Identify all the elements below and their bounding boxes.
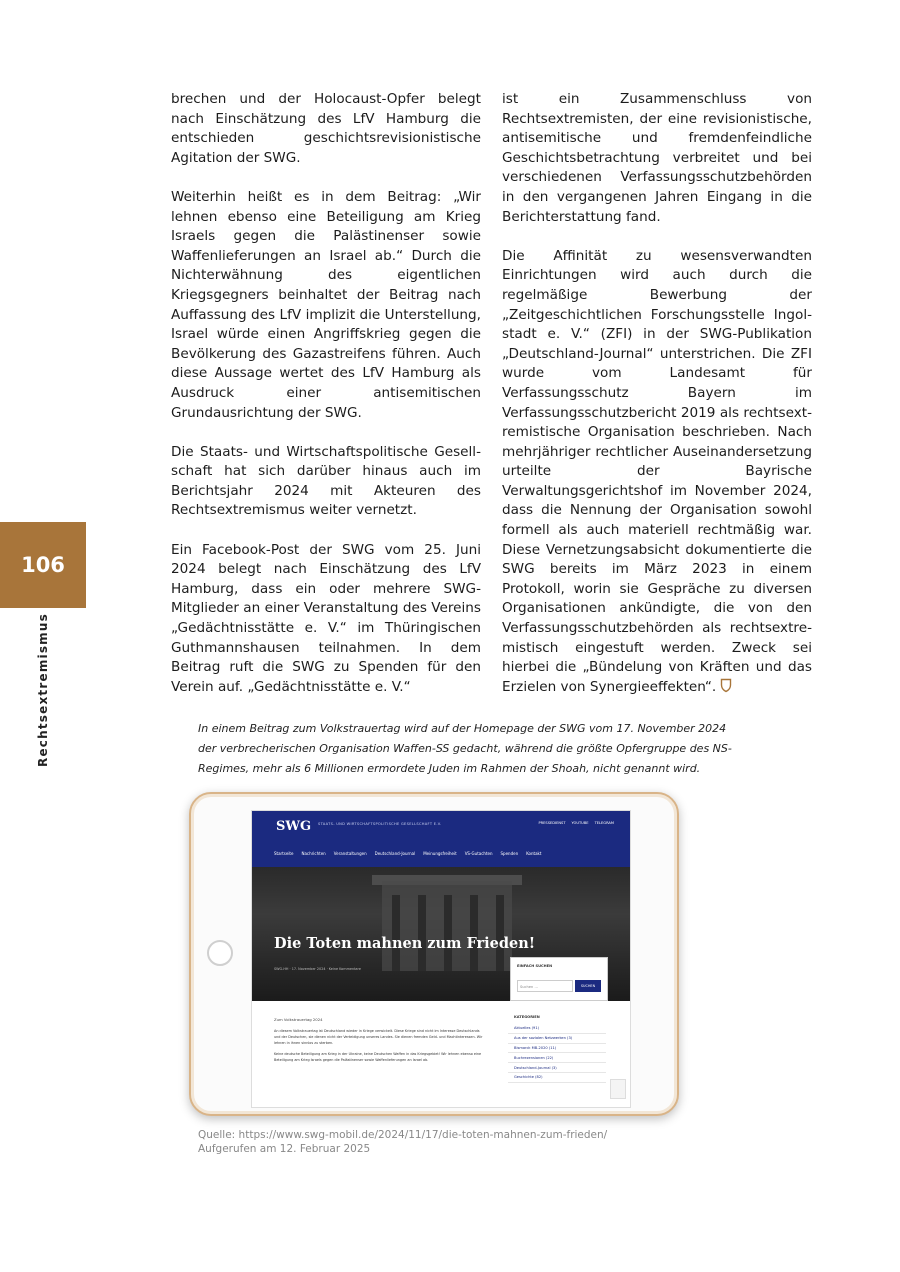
search-widget [510, 957, 608, 1001]
top-links [539, 821, 615, 825]
text-column-right [502, 90, 812, 717]
category-item: Buchrezensionen (22) [508, 1053, 606, 1063]
paragraph: Weiterhin heißt es in dem Beitrag: „Wir lehnen ebenso eine Beteiligung am Krieg Israels gegen die Palästinenser sowie Waffenlieferungen an Israel ab.“ Durch die Nichterwähnung des eigentlichen Kriegsgegners beinhaltet der Beitrag nach Auffassung des LfV implizit die Unterstellung, Israel würde einen Angriffskrieg gegen die Bevölkerung des Gazastreifens führen. Auch diese Aussage wertet des LfV Hamburg als Ausdruck einer antisemitischen Grundausrichtung der SWG. [171, 188, 481, 421]
search-button: SUCHEN [575, 980, 601, 992]
page-number: 106 [21, 553, 65, 577]
site-nav [274, 851, 541, 856]
paragraph: ist ein Zusammenschluss von Rechtsextremisten, der eine revisionistische, antisemitische und fremdenfeindliche Geschichtsbetrachtung verbreitet und bei verschiedenen Verfassungsschutzbehörden in den vergangenen Jahren Eingang in die Berichterstattung fand. [502, 91, 812, 225]
recaptcha-icon [610, 1079, 626, 1099]
categories-title: KATEGORIEN [514, 1015, 540, 1019]
category-item: Aus der sozialen Netzwerken (3) [508, 1034, 606, 1044]
paragraph [502, 247, 812, 698]
top-link: TELEGRAM [594, 821, 614, 825]
nav-item: Meinungsfreiheit [423, 851, 457, 856]
nav-item: Spenden [500, 851, 519, 856]
figure-source [198, 1128, 718, 1156]
category-item: Aktuelles (91) [508, 1024, 606, 1034]
site-header [252, 811, 630, 867]
source-url: Quelle: https://www.swg-mobil.de/2024/11/17/die-toten-mahnen-zum-frieden/ [198, 1129, 608, 1141]
paragraph-text: Die Affinität zu wesensverwandten Einrichtungen wird auch durch die regelmäßige Bewerbung der „Zeitgeschichtlichen Forschungsstelle Ingolstadt e. V.“ (ZFI) in der SWG-Publikation „Deutschland-Journal“ unterstrichen. Die ZFI wurde vom Landesamt für Verfassungsschutz Bayern im Verfassungsschutzbericht 2019 als rechtsextremistische Organisation beschrieben. Nach mehrjähriger rechtlicher Auseinandersetzung urteilte der Bayrische Verwaltungsgerichtshof im November 2024, dass die Nennung der Organisation sowohl formell als auch materiell rechtmäßig war. Diese Vernetzungsabsicht dokumentierte die SWG bereits im März 2023 in einem Protokoll, worin sie Gespräche zu diversen Organisationen ankündigte, die von den Verfassungsschutzbehörden als rechtsextremistisch eingestuft werden. Zweck sei hierbei die „Bündelung von Kräften und das Erzielen von Synergieeffekten“. [502, 247, 812, 695]
nav-item: Veranstaltungen [333, 851, 367, 856]
gate-column [496, 895, 504, 971]
nav-item: Deutschland-Journal [374, 851, 416, 856]
gate-column [470, 895, 478, 971]
gate-column [392, 895, 400, 971]
website-screenshot [251, 810, 631, 1108]
paragraph: Die Staats- und Wirtschaftspolitische Gesellschaft hat sich darüber hinaus auch im Berichtsjahr 2024 mit Akteuren des Rechtsextremismus weiter vernetzt. [171, 443, 481, 519]
article-paragraph: Keine deutsche Beteiligung am Krieg in der Ukraine, keine Deutschen Waffen in das Kriegsgebiet! Wir lehnen ebenso eine Beteiligung am Krieg Israels gegen die Palästinenser sowie Waffenlieferungen an Israel ab. [274, 1052, 482, 1062]
gate-column [444, 895, 452, 971]
source-date: Aufgerufen am 12. Februar 2025 [198, 1143, 371, 1155]
category-item: Deutschland-Journal (3) [508, 1063, 606, 1073]
home-button-icon [207, 940, 233, 966]
nav-item: VS-Gutachten [464, 851, 493, 856]
text-column-left [171, 90, 481, 717]
page-number-tab [0, 522, 86, 608]
nav-item: Nachrichten [301, 851, 326, 856]
tablet-screenshot [189, 792, 679, 1116]
article-excerpt [274, 1017, 484, 1068]
hero-title: Die Toten mahnen zum Frieden! [274, 935, 536, 952]
article-paragraph: An diesem Volkstrauertag ist Deutschland wieder in Kriege verwickelt. Diese Kriege sind nicht im Interesse Deutschlands und der Deutschen, sie dienen nicht der Verteidigung unseres Landes. Sie dienen fremden Geld- und Machtinteressen. Wir lehnen in ihnen sinnlos zu sterben. [274, 1029, 483, 1045]
category-item: Geschichte (82) [508, 1073, 606, 1083]
search-input: Suchen ... [517, 980, 573, 992]
paragraph: brechen und der Holocaust-Opfer belegt nach Einschätzung des LfV Hamburg die entschieden geschichtsrevisionistische Agitation der SWG. [171, 91, 481, 166]
nav-item: Startseite [274, 851, 294, 856]
figure-caption: In einem Beitrag zum Volkstrauertag wird auf der Homepage der SWG vom 17. November 2024 der verbrecherischen Organisation Waffen-SS gedacht, während die größte Opfergruppe des NS-Regimes, mehr als 6 Millionen ermordete Juden im Rahmen der Shoah, nicht genannt wird. [198, 722, 732, 775]
paragraph: Ein Facebook-Post der SWG vom 25. Juni 2024 belegt nach Einschätzung des LfV Hamburg, dass ein oder mehrere SWG-Mitglieder an einer Veranstaltung des Vereins „Gedächtnisstätte e. V.“ im Thüringischen Guthmannshausen teilnahmen. In dem Beitrag ruft die SWG zu Spenden für den Verein auf. „Gedächtnisstätte e. V.“ [171, 541, 481, 695]
site-tagline: STAATS- UND WIRTSCHAFTSPOLITISCHE GESELLSCHAFT E.V. [318, 822, 442, 826]
categories-widget [508, 1013, 606, 1103]
shield-end-icon [720, 678, 732, 693]
category-item: Bismarck MB-2020 (11) [508, 1044, 606, 1054]
search-title: EINFACH SUCHEN [517, 964, 553, 968]
top-link: YOUTUBE [571, 821, 589, 825]
top-link: PRESSEDIENST [538, 821, 566, 825]
hero-meta: SWG-HH · 17. November 2024 · Keine Kommentare [274, 967, 361, 971]
section-label: Rechtsextremismus [36, 613, 50, 767]
article-heading: Zum Volkstrauertag 2024 [274, 1017, 323, 1022]
site-logo: SWG [276, 819, 312, 834]
nav-item: Kontakt [526, 851, 542, 856]
gate-column [418, 895, 426, 971]
